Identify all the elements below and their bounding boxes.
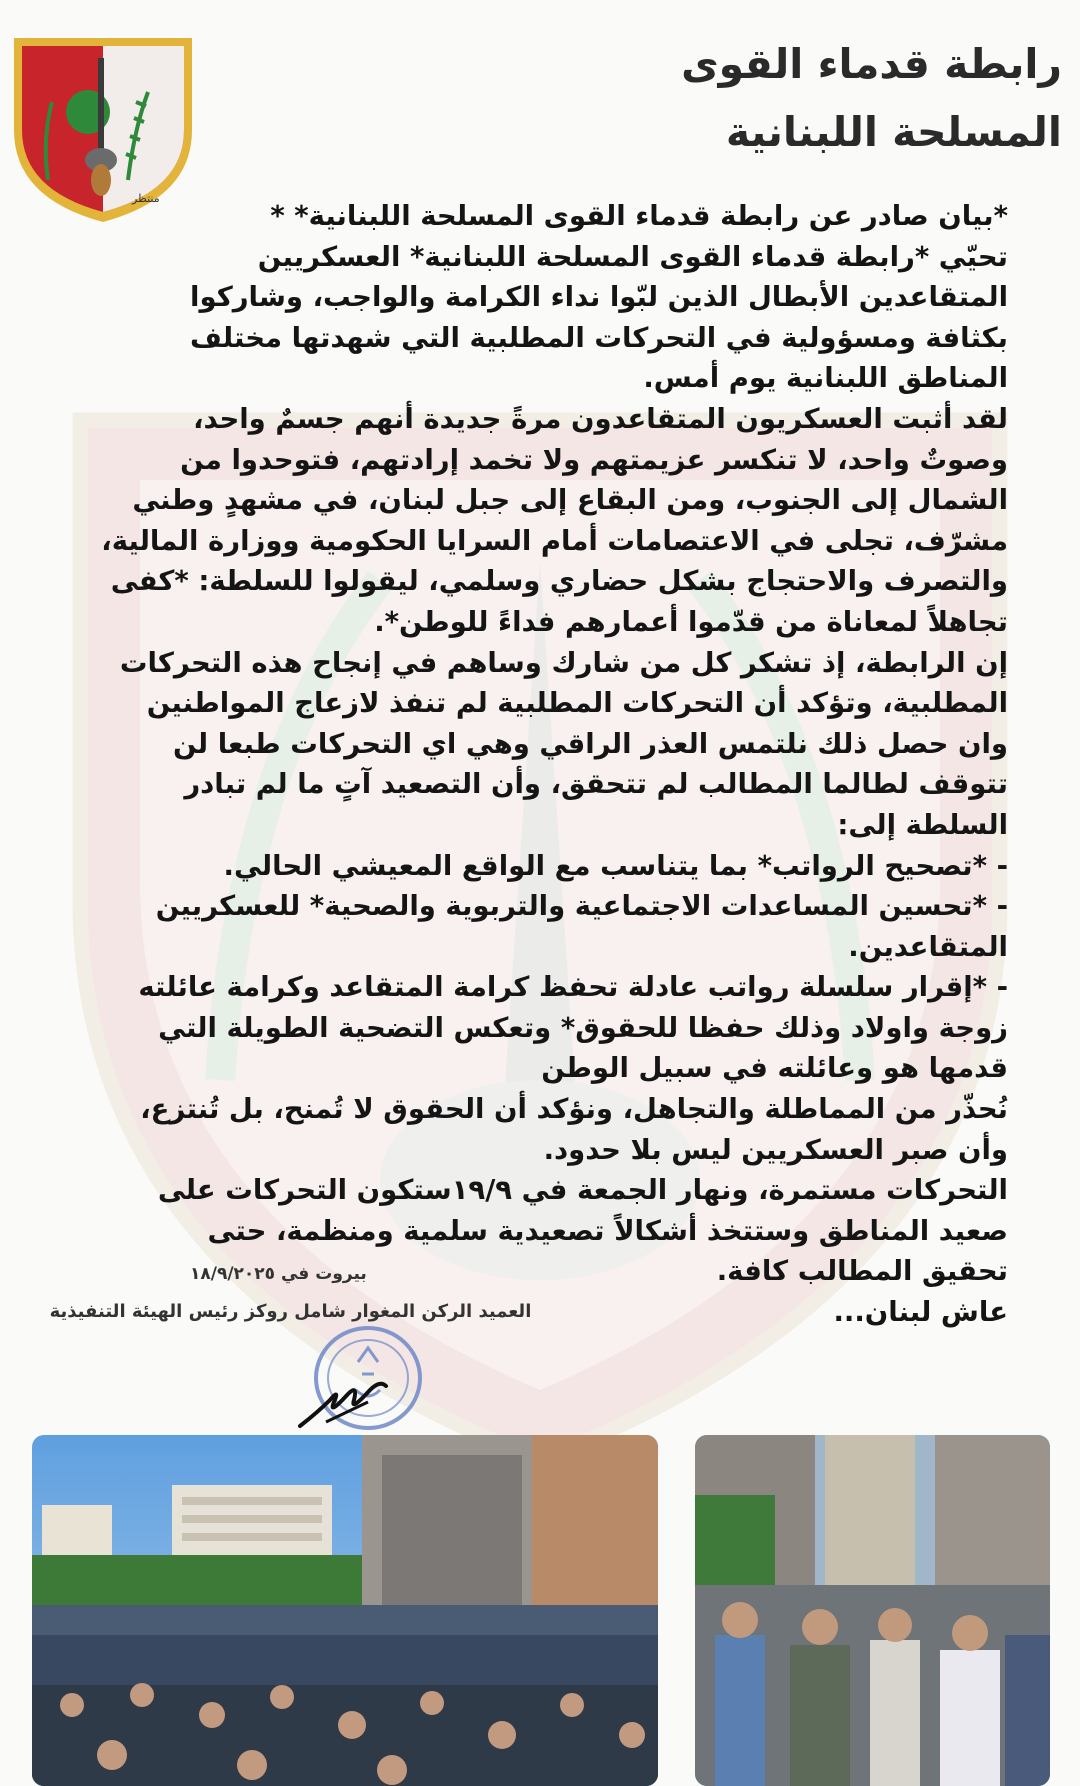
statement-line: التحركات مستمرة، ونهار الجمعة في ١٩/٩ستكون التحركات على <box>157 1174 1008 1207</box>
statement-line: نُحذّر من المماطلة والتجاهل، ونؤكد أن الحقوق لا تُمنح، بل تُنتزع، <box>140 1093 1008 1126</box>
protest-street-photo <box>695 1435 1050 1786</box>
statement-line: السلطة إلى: <box>837 808 1008 841</box>
signature <box>296 1372 396 1432</box>
statement-line: المطلبية، وتؤكد أن التحركات المطلبية لم تنفذ لازعاج المواطنين <box>146 687 1008 720</box>
statement-line: تتوقف لطالما المطالب لم تتحقق، وأن التصعيد آتٍ ما لم تبادر <box>184 768 1008 801</box>
statement-line: بكثافة ومسؤولية في التحركات المطلبية التي شهدتها مختلف <box>190 321 1008 354</box>
statement-line: المتقاعدين. <box>848 930 1008 963</box>
statement-line: - *تحسين المساعدات الاجتماعية والتربوية والصحية* للعسكريين <box>155 890 1008 923</box>
statement-line: عاش لبنان... <box>833 1296 1008 1329</box>
statement-line: - *إقرار سلسلة رواتب عادلة تحفظ كرامة المتقاعد وكرامة عائلته <box>138 971 1008 1004</box>
statement-line: وأن صبر العسكريين ليس بلا حدود. <box>543 1133 1008 1166</box>
statement-line: تحيّي *رابطة قدماء القوى المسلحة اللبنانية* العسكريين <box>257 240 1008 273</box>
statement-line: الشمال إلى الجنوب، ومن البقاع إلى جبل لبنان، في مشهدٍ وطني <box>132 484 1008 517</box>
statement-line: إن الرابطة، إذ تشكر كل من شارك وساهم في إنجاح هذه التحركات <box>119 646 1008 679</box>
statement-line: المناطق اللبنانية يوم أمس. <box>643 362 1008 395</box>
signatory-name: العميد الركن المغوار شامل روكز رئيس الهيئة التنفيذية <box>49 1301 532 1322</box>
statement-line: تجاهلاً لمعاناة من قدّموا أعمارهم فداءً للوطن*. <box>374 605 1008 638</box>
statement-line: - *تصحيح الرواتب* بما يتناسب مع الواقع المعيشي الحالي. <box>223 849 1008 882</box>
statement-line: *بيان صادر عن رابطة قدماء القوى المسلحة اللبنانية* * <box>270 200 1008 232</box>
statement-line: مشرّف، تجلى في الاعتصامات أمام السرايا الحكومية ووزارة المالية، <box>101 524 1008 557</box>
org-name-line-2: المسلحة اللبنانية <box>725 108 1062 156</box>
statement-body <box>73 196 1008 1333</box>
org-name-line-1: رابطة قدماء القوى <box>681 40 1062 88</box>
statement-line: والتصرف والاحتجاج بشكل حضاري وسلمي، ليقولوا للسلطة: *كفى <box>110 565 1008 598</box>
statement-line: وصوتٌ واحد، لا تنكسر عزيمتهم ولا تخمد إرادتهم، فتوحدوا من <box>180 443 1008 476</box>
logo-label: منتظر <box>132 192 160 205</box>
statement-line: وان حصل ذلك نلتمس العذر الراقي وهي اي التحركات طبعا لن <box>173 727 1008 760</box>
statement-line: تحقيق المطالب كافة. <box>716 1255 1008 1288</box>
statement-line: لقد أثبت العسكريون المتقاعدون مرةً جديدة أنهم جسمٌ واحد، <box>193 402 1008 435</box>
statement-line: المتقاعدين الأبطال الذين لبّوا نداء الكرامة والواجب، وشاركوا <box>190 281 1008 314</box>
statement-line: قدمها هو وعائلته في سبيل الوطن <box>541 1052 1008 1085</box>
statement-line: صعيد المناطق وستتخذ أشكالاً تصعيدية سلمية ومنظمة، حتى <box>207 1214 1008 1247</box>
place-date: بيروت في ١٨/٩/٢٠٢٥ <box>190 1264 367 1284</box>
protest-crowd-photo <box>32 1435 658 1786</box>
statement-line: زوجة واولاد وذلك حفظا للحقوق* وتعكس التضحية الطويلة التي <box>158 1011 1008 1044</box>
